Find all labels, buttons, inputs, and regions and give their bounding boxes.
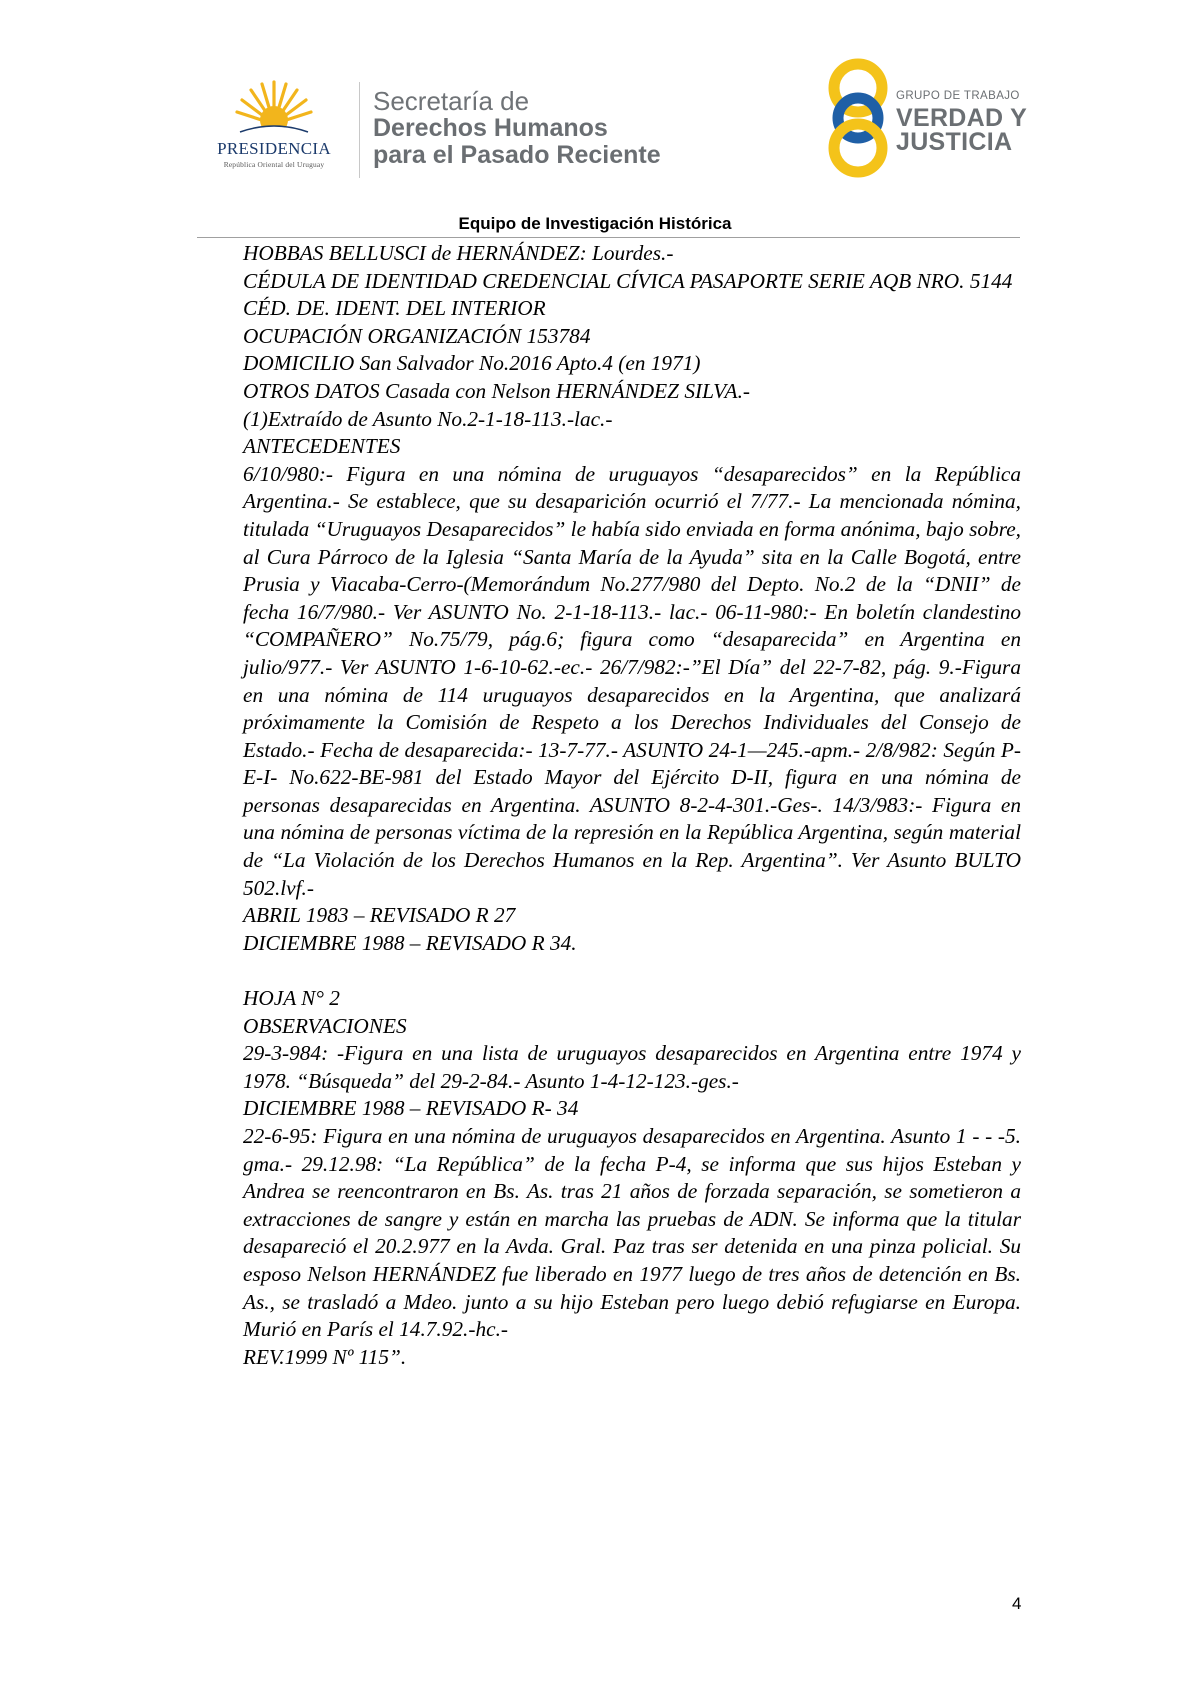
header-divider [359,82,360,178]
grupo-line-2: VERDAD Y [896,104,1028,132]
observacion-1: 29-3-984: -Figura en una lista de uruguayos desaparecidos en Argentina entre 1974 y 1978. “Búsqueda” del 29-2-84.- Asunto 1-4-12-123.-ges.- [243,1041,1021,1093]
record-ced-interior: CÉD. DE. IDENT. DEL INTERIOR [243,296,546,321]
sun-emblem-icon [234,80,314,140]
record-extraido: (1)Extraído de Asunto No.2-1-18-113.-lac.- [243,406,613,431]
record-cedula: CÉDULA DE IDENTIDAD CREDENCIAL CÍVICA PASAPORTE SERIE AQB NRO. 5144 [243,268,1013,293]
paragraph-gap [243,957,1021,985]
secretaria-line-2: Derechos Humanos [373,114,608,142]
revision-2: DICIEMBRE 1988 – REVISADO R 34. [243,930,577,955]
revision-1: ABRIL 1983 – REVISADO R 27 [243,903,516,928]
presidencia-name: PRESIDENCIA [217,139,331,158]
record-ocupacion: OCUPACIÓN ORGANIZACIÓN 153784 [243,323,591,348]
hoja-number: HOJA N° 2 [243,986,340,1011]
revision-4: REV.1999 Nº 115”. [243,1344,407,1369]
revision-3: DICIEMBRE 1988 – REVISADO R- 34 [243,1096,579,1121]
record-body [243,240,1021,1371]
team-title [245,214,945,234]
presidencia-logo [194,80,354,180]
header-rule [197,237,1020,238]
grupo-line-3: JUSTICIA [896,128,1013,156]
team-title-text: Equipo de Investigación Histórica [458,214,732,233]
antecedentes-text: 6/10/980:- Figura en una nómina de uruguayos “desaparecidos” en la República Argentina.- Se establece, que su desaparición ocurrió el 7/77.- La mencionada nómina, titulada “Uruguayos Desaparecidos” le había sido enviada en forma anónima, bajo sobre, al Cura Párroco de la Iglesia “Santa María de la Ayuda” sita en la Calle Bogotá, entre Prusia y Viacaba-Cerro-(Memorándum No.277/980 del Depto. No.2 de la “DNII” de fecha 16/7/980.- Ver ASUNTO No. 2-1-18-113.- lac.- 06-11-980:- En boletín clandestino “COMPAÑERO” No.75/79, pág.6; figura como “desaparecida” en Argentina en julio/977.- Ver ASUNTO 1-6-10-62.-ec.- 26/7/982:-”El Día” del 22-7-82, pág. 9.-Figura en una nómina de 114 uruguayos desaparecidos en la Argentina, que analizará próximamente la Comisión de Respeto a los Derechos Individuales del Consejo de Estado.- Fecha de desaparecida:- 13-7-77.- ASUNTO 24-1—245.-apm.- 2/8/982: Según P-E-I- No.622-BE-981 del Estado Mayor del Ejército D-II, figura en una nómina de personas desaparecidas en Argentina. ASUNTO 8-2-4-301.-Ges-. 14/3/983:- Figura en una nómina de personas víctima de la represión en la República Argentina, según material de “La Violación de los Derechos Humanos en la Rep. Argentina”. Ver Asunto BULTO 502.lvf.- [243,461,1021,900]
secretaria-line-1: Secretaría de [373,86,530,116]
record-otros-datos: OTROS DATOS Casada con Nelson HERNÁNDEZ SILVA.- [243,378,750,403]
antecedentes-heading: ANTECEDENTES [243,434,401,459]
record-domicilio: DOMICILIO San Salvador No.2016 Apto.4 (en 1971) [243,351,701,376]
linked-rings-icon [820,56,896,180]
presidencia-subtitle: República Oriental del Uruguay [223,160,325,169]
observacion-2: 22-6-95: Figura en una nómina de uruguayos desaparecidos en Argentina. Asunto 1 - - -5. gma.- 29.12.98: “La República” de la fecha P-4, se informa que sus hijos Esteban y Andrea se reencontraron en Bs. As. tras 21 años de forzada separación, se sometieron a extracciones de sangre y están en marcha las pruebas de ADN. Se informa que la titular desapareció el 20.2.977 en la Avda. Gral. Paz tras ser detenida en una pinza policial. Su esposo Nelson HERNÁNDEZ fue liberado en 1977 luego de tres años de detención en Bs. As., se trasladó a Mdeo. junto a su hijo Esteban pero luego debió refugiarse en Europa. Murió en París el 14.7.92.-hc.- [243,1124,1021,1342]
page-number: 4 [1012,1594,1022,1613]
observaciones-heading: OBSERVACIONES [243,1013,407,1038]
secretaria-line-3: para el Pasado Reciente [373,141,661,169]
grupo-line-1: GRUPO DE TRABAJO [896,90,1020,102]
secretaria-title [373,88,661,169]
verdad-justicia-logo [820,56,1030,180]
record-name: HOBBAS BELLUSCI de HERNÁNDEZ: Lourdes.- [243,241,674,265]
